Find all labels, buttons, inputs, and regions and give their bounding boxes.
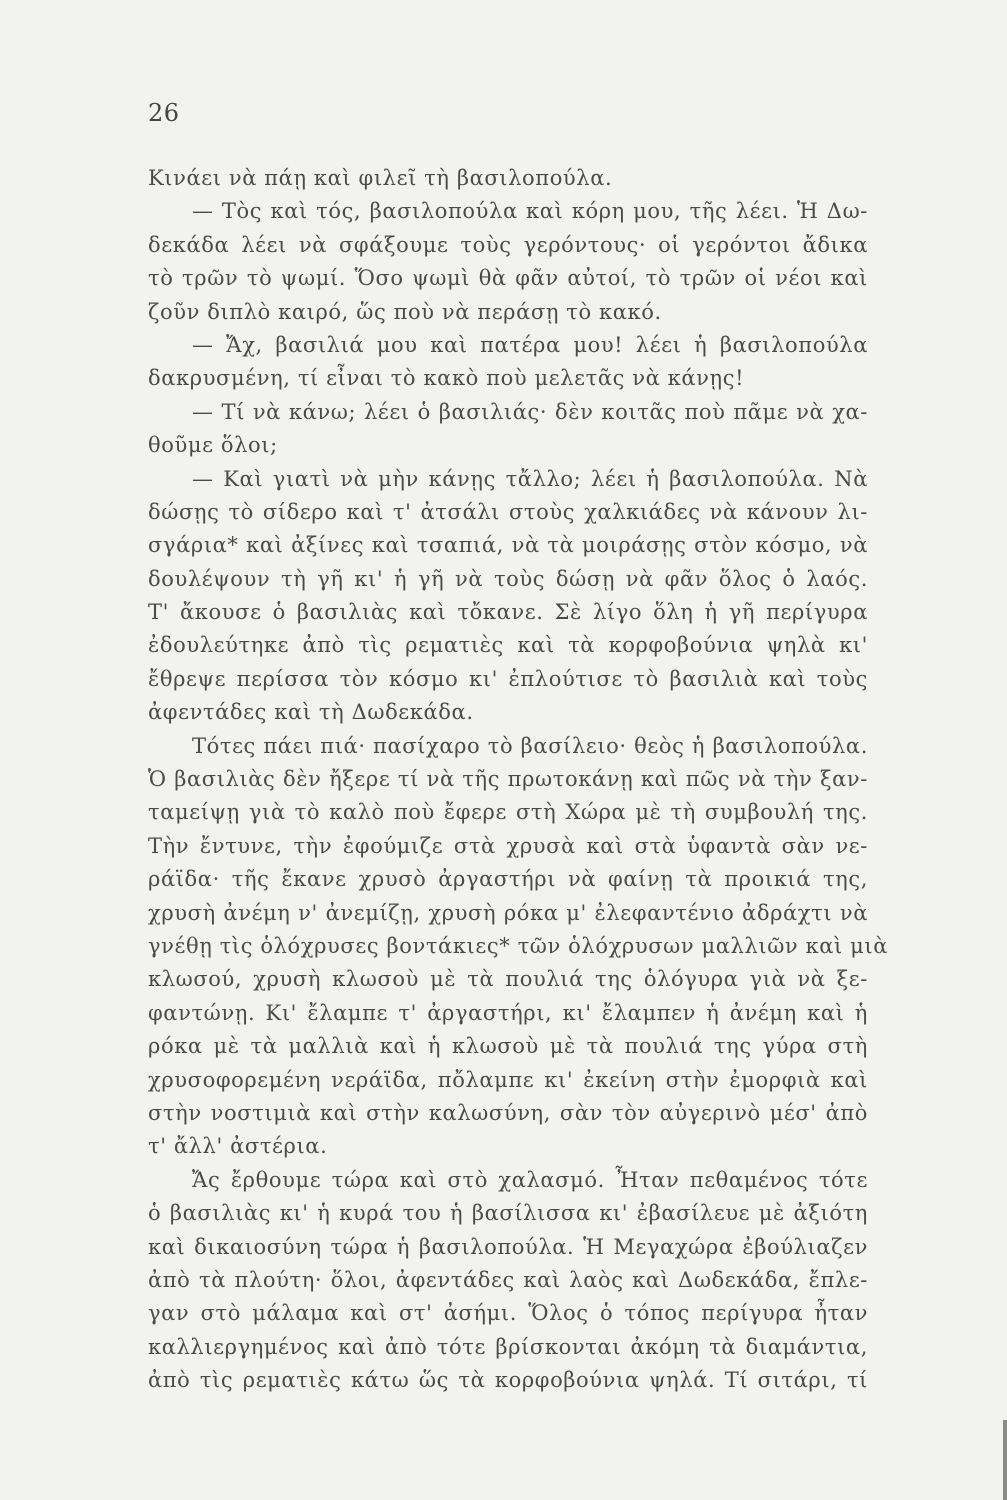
text-line: δώσῃς τὸ σίδερο καὶ τ' ἀτσάλι στοὺς χαλκιάδες νὰ κάνουν λι- [148, 499, 868, 524]
text-line: δουλέψουν τὴ γῆ κι' ἡ γῆ νὰ τοὺς δώσῃ νὰ φᾶν ὅλος ὁ λαός. [148, 566, 868, 591]
text-line: τὸ τρῶν τὸ ψωμί. Ὅσο ψωμὶ θὰ φᾶν αὐτοί, τὸ τρῶν οἱ νέοι καὶ [148, 266, 868, 291]
text-line: στὴν νοστιμιὰ καὶ στὴν καλωσύνη, σὰν τὸν αὐγερινὸ μέσ' ἀπὸ [148, 1100, 868, 1125]
text-line: Ὁ βασιλιὰς δὲν ἤξερε τί νὰ τῆς πρωτοκάνῃ καὶ πῶς νὰ τὴν ξαν- [148, 767, 868, 792]
text-line: ὁ βασιλιὰς κι' ἡ κυρά του ἡ βασίλισσα κι' ἐβασίλευε μὲ ἀξιότη [148, 1201, 868, 1226]
text-line: Κινάει νὰ πάῃ καὶ φιλεῖ τὴ βασιλοπούλα. [148, 166, 613, 190]
text-line: καὶ δικαιοσύνη τώρα ἡ βασιλοπούλα. Ἡ Μεγαχώρα ἐβούλιαζεν [148, 1234, 868, 1259]
text-line: ταμείψῃ γιὰ τὸ καλὸ ποὺ ἔφερε στὴ Χώρα μὲ τὴ συμβουλή της. [148, 800, 868, 825]
text-line: Τ' ἄκουσε ὁ βασιλιὰς καὶ τὄκανε. Σὲ λίγο ὅλη ἡ γῆ περίγυρα [148, 600, 868, 625]
text-line: κλωσού, χρυσὴ κλωσοὺ μὲ τὰ πουλιά της ὁλόγυρα γιὰ νὰ ξε- [148, 967, 868, 992]
text-line: τ' ἄλλ' ἀστέρια. [148, 1134, 328, 1159]
text-line: ρόκα μὲ τὰ μαλλιὰ καὶ ἡ κλωσοὺ μὲ τὰ πουλιά της γύρα στὴ [148, 1034, 868, 1059]
text-line: χρυσὴ ἀνέμη ν' ἀνεμίζῃ, χρυσὴ ρόκα μ' ἐλεφαντένιο ἀδράχτι νὰ [148, 900, 868, 925]
text-line: ἀπὸ τὰ πλούτη· ὅλοι, ἀφεντάδες καὶ λαὸς καὶ Δωδεκάδα, ἔπλε- [148, 1267, 868, 1292]
text-line: φαντώνῃ. Κι' ἔλαμπε τ' ἀργαστήρι, κι' ἔλαμπεν ἡ ἀνέμη καὶ ἡ [148, 1000, 868, 1025]
text-line: ζοῦν διπλὸ καιρό, ὥς ποὺ νὰ περάσῃ τὸ κακό. [148, 299, 662, 324]
text-line: ἀπὸ τὶς ρεματιὲς κάτω ὥς τὰ κορφοβούνια ψηλά. Τί σιτάρι, τί [148, 1368, 868, 1393]
text-line: γαν στὸ μάλαμα καὶ στ' ἀσήμι. Ὅλος ὁ τόπος περίγυρα ἦταν [148, 1301, 868, 1326]
text-line: — Καὶ γιατὶ νὰ μὴν κάνῃς τἄλλο; λέει ἡ βασιλοπούλα. Νὰ [192, 466, 868, 491]
text-line: Ἄς ἔρθουμε τώρα καὶ στὸ χαλασμό. Ἦταν πεθαμένος τότε [192, 1167, 868, 1192]
text-line: ράϊδα· τῆς ἔκανε χρυσὸ ἀργαστήρι νὰ φαίνῃ τὰ προικιά της, [148, 867, 868, 892]
text-line: — Τί νὰ κάνω; λέει ὁ βασιλιάς· δὲν κοιτᾶς ποὺ πᾶμε νὰ χα- [192, 399, 868, 424]
page-number: 26 [148, 99, 180, 127]
text-line: — Ἄχ, βασιλιά μου καὶ πατέρα μου! λέει ἡ βασιλοπούλα [192, 332, 868, 357]
text-line: χρυσοφορεμένη νεράϊδα, πὄλαμπε κι' ἐκείνη στὴν ἐμορφιὰ καὶ [148, 1067, 868, 1092]
text-line: σγάρια* καὶ ἀξίνες καὶ τσαπιά, νὰ τὰ μοιράσῃς στὸν κόσμο, νὰ [148, 533, 868, 558]
text-line: δεκάδα λέει νὰ σφάξουμε τοὺς γερόντους· οἱ γερόντοι ἄδικα [148, 232, 868, 257]
text-line: ἐδουλεύτηκε ἀπὸ τὶς ρεματιὲς καὶ τὰ κορφοβούνια ψηλὰ κι' [148, 633, 868, 658]
body-text [148, 162, 889, 1397]
text-line: δακρυσμένη, τί εἶναι τὸ κακὸ ποὺ μελετᾶς νὰ κάνῃς! [148, 366, 745, 391]
text-line: ἀφεντάδες καὶ τὴ Δωδεκάδα. [148, 700, 474, 725]
text-line: καλλιεργημένος καὶ ἀπὸ τότε βρίσκονται ἀκόμη τὰ διαμάντια, [148, 1334, 868, 1359]
text-line: γνέθῃ τὶς ὁλόχρυσες βοντάκιες* τῶν ὁλόχρυσων μαλλιῶν καὶ μιὰ [148, 933, 889, 958]
text-line: Τὴν ἔντυνε, τὴν ἐφούμιζε στὰ χρυσὰ καὶ στὰ ὑφαντὰ σὰν νε- [148, 833, 868, 858]
text-line: ἔθρεψε περίσσα τὸν κόσμο κι' ἐπλούτισε τὸ βασιλιὰ καὶ τοὺς [148, 666, 868, 691]
text-line: Τότες πάει πιά· πασίχαρο τὸ βασίλειο· θεὸς ἡ βασιλοπούλα. [192, 733, 868, 758]
text-line: — Τὸς καὶ τός, βασιλοπούλα καὶ κόρη μου, τῆς λέει. Ἡ Δω- [192, 199, 868, 224]
page-edge-mark [1003, 1420, 1007, 1500]
text-line: θοῦμε ὅλοι; [148, 433, 278, 458]
